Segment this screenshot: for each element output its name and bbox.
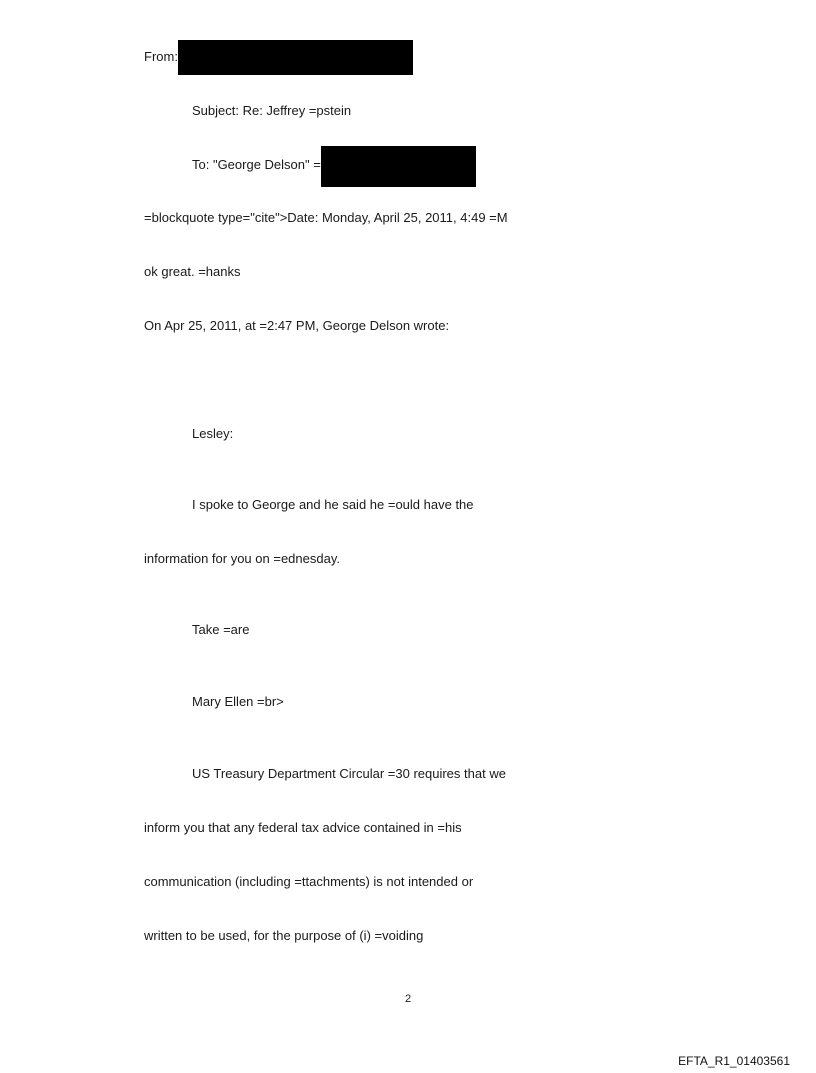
from-line: From: [144,49,178,64]
bates-number: EFTA_R1_01403561 [678,1054,790,1068]
disclaimer-line-3: communication (including =ttachments) is not intended or [144,874,474,889]
salutation-line: Lesley: [192,426,234,441]
redaction-box-from [178,40,413,75]
disclaimer-line-1: US Treasury Department Circular =30 requires that we [192,766,506,781]
page-number: 2 [404,993,412,1005]
body-line-1: I spoke to George and he said he =ould have the [192,497,474,512]
to-line: To: "George Delson" = [192,157,321,172]
quoted-header-line: On Apr 25, 2011, at =2:47 PM, George Delson wrote: [144,318,450,333]
reply-text-line: ok great. =hanks [144,264,241,279]
redaction-box-to [321,146,476,187]
subject-line: Subject: Re: Jeffrey =pstein [192,103,352,118]
signature-line: Mary Ellen =br> [192,694,284,709]
disclaimer-line-2: inform you that any federal tax advice contained in =his [144,820,462,835]
blockquote-date-line: =blockquote type="cite">Date: Monday, April 25, 2011, 4:49 =M [144,210,508,225]
disclaimer-line-4: written to be used, for the purpose of (i) =voiding [144,928,424,943]
closing-line: Take =are [192,622,250,637]
body-line-2: information for you on =ednesday. [144,551,340,566]
